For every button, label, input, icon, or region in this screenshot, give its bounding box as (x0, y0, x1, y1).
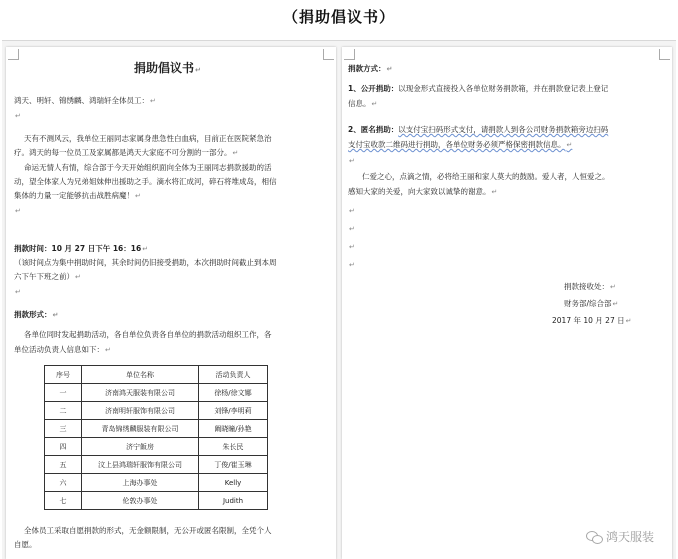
blank-line: ↵ (349, 261, 355, 269)
document-date: 2017 年 10 月 27 日↵ (552, 316, 632, 325)
method-public-line: 信息。↵ (348, 99, 378, 108)
table-cell: 三 (45, 420, 82, 438)
paragraph-line: 集体的力量一定能够抗击战胜病魔！↵ (14, 191, 141, 200)
table-cell: 阚晓瞳/孙艳 (199, 420, 268, 438)
table-cell: 四 (45, 438, 82, 456)
left-page (6, 47, 336, 559)
blank-line: ↵ (15, 112, 21, 120)
paragraph-line: 命运无情人有情，综合部于今天开始组织面向全体为王丽同志捐款援助的活 (24, 163, 272, 172)
table-cell: 伦敦办事处 (82, 492, 199, 510)
receiver-label: 捐款接收处：↵ (564, 282, 616, 291)
closing-line: 感知大家的关爱，向大家致以诚挚的谢意。↵ (348, 187, 498, 196)
unit-table (44, 365, 268, 510)
table-header-cell: 序号 (45, 366, 82, 384)
table-header-cell: 单位名称 (82, 366, 199, 384)
brand-logo (586, 528, 654, 545)
caption-title: （捐助倡议书） (282, 8, 395, 26)
brand-name: 鸿天服装 (605, 530, 654, 544)
form-line: 单位活动负责人信息如下：↵ (14, 345, 111, 354)
blank-line: ↵ (349, 243, 355, 251)
form-line: 各单位同时发起捐助活动，各自单位负责各自单位的捐款活动组织工作，各 (24, 330, 272, 339)
crop-mark (344, 49, 355, 60)
table-cell: 上海办事处 (82, 474, 199, 492)
method-anonymous-line: 2、匿名捐助：以支付宝扫码形式支付，请捐款人到各公司财务捐款箱旁边扫码 (348, 125, 609, 134)
closing-line: 仁爱之心，点滴之情，必将给王丽和家人莫大的鼓励。爱人者，人恒爱之。 (362, 172, 610, 181)
table-cell: 济南明轩服饰有限公司 (82, 402, 199, 420)
table-cell: 一 (45, 384, 82, 402)
right-page (342, 47, 672, 559)
table-cell: 刘锋/李明莉 (199, 402, 268, 420)
crop-mark (659, 49, 670, 60)
table-row (45, 492, 268, 510)
table-header-row (45, 366, 268, 384)
table-row (45, 420, 268, 438)
paragraph-line: 天有不测风云，我单位王丽同志家属身患急性白血病，目前正在医院紧急治 (24, 134, 272, 143)
blank-line: ↵ (349, 207, 355, 215)
method-public-line: 1、公开捐助：以现金形式直接投入各单位财务捐款箱，并在捐款登记表上登记 (348, 84, 609, 93)
table-cell: 五 (45, 456, 82, 474)
table-cell: 丁俊/崔玉琳 (199, 456, 268, 474)
donation-form-label: 捐款形式：↵ (14, 310, 59, 319)
footer-line: 自愿。 (14, 540, 37, 549)
table-row (45, 384, 268, 402)
table-row (45, 456, 268, 474)
table-cell: 青岛锦绣麟服装有限公司 (82, 420, 199, 438)
table-cell: 七 (45, 492, 82, 510)
table-cell: 六 (45, 474, 82, 492)
table-row (45, 438, 268, 456)
footer-line: 全体员工采取自愿捐款的形式，无金额限制，无公开或匿名限制，全凭个人 (24, 526, 272, 535)
table-row (45, 402, 268, 420)
crop-mark (8, 49, 19, 60)
table-cell: 济南鸿天服装有限公司 (82, 384, 199, 402)
table-cell: 徐杨/徐文娜 (199, 384, 268, 402)
paragraph-line: 动，望全体家人为兄弟姐妹伸出援助之手。滴水将汇成河，碎石将堆成岛，相信 (14, 177, 277, 186)
table-cell: 二 (45, 402, 82, 420)
donation-method-label: 捐款方式：↵ (348, 64, 393, 73)
blank-line: ↵ (349, 225, 355, 233)
table-cell: Judith (199, 492, 268, 510)
table-cell: 汶上县鸿瑞轩服饰有限公司 (82, 456, 199, 474)
table-header-cell: 活动负责人 (199, 366, 268, 384)
table-row (45, 474, 268, 492)
table-cell: 济宁飯房 (82, 438, 199, 456)
blank-line: ↵ (349, 157, 355, 165)
crop-mark (323, 49, 334, 60)
blank-line: ↵ (15, 288, 21, 296)
table-cell: Kelly (199, 474, 268, 492)
method-anonymous-line: 支付宝收款二维码进行捐助，各单位财务必须严格保密捐款信息。↵ (348, 140, 573, 149)
paragraph-line: 疗。鸿天的每一位员工及家属都是鸿天大家庭不可分割的一部分。↵ (14, 148, 239, 157)
donation-time: 捐款时间：10 月 27 日下午 16：16↵ (14, 244, 149, 253)
time-note-line: （该时间点为集中捐助时间，其余时间仍旧接受捐助，本次捐助时间截止到本周 (14, 258, 277, 267)
time-note-line: 六下午下班之前）↵ (14, 272, 81, 281)
wechat-icon (586, 531, 602, 543)
table-cell: 朱长民 (199, 438, 268, 456)
receiver-department: 财务部/综合部↵ (564, 299, 619, 308)
salutation: 鸿天、明轩、锦绣麟、鸿瑞轩全体员工：↵ (14, 96, 156, 105)
blank-line: ↵ (15, 207, 21, 215)
document-title: 捐助倡议书↵ (134, 61, 201, 75)
document-spread (2, 40, 676, 559)
